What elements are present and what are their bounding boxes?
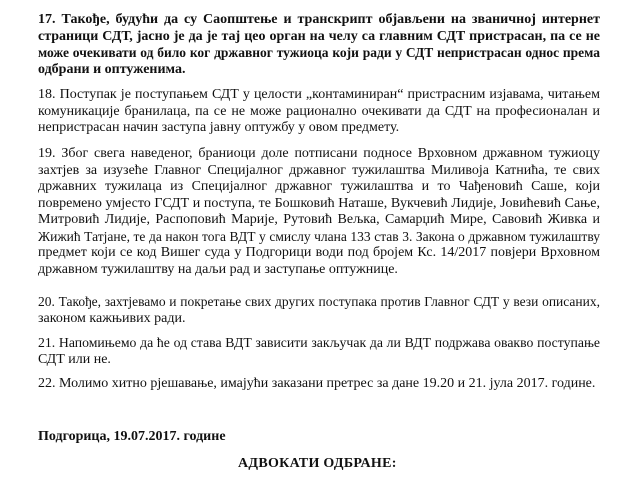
paragraph-line: 18. Поступак је поступањем СДТ у целости „контаминиран“ пристрасним изјавама, читањем — [38, 87, 600, 102]
paragraph-line: непристрасан начин заступа јавну оптужбу у овом предмету. — [38, 120, 400, 135]
paragraph-line: комуникације бранилаца, па се не може рационално очекивати да СДТ на професионалан и — [38, 103, 600, 119]
paragraph-line: одбрани и оптуженима. — [38, 61, 186, 77]
paragraph-line: 19. Због свега наведеног, браниоци доле потписани подносе Врховном државном тужиоцу — [38, 146, 600, 161]
place-and-date: Подгорица, 19.07.2017. године — [38, 429, 226, 444]
paragraph-line: државних тужилаца из Специјалног државног тужилаштва и то Чађеновић Саше, који — [38, 179, 600, 194]
paragraph-line: може очекивати од било ког државног тужиоца који ради у СДТ непристрасан однос према — [38, 45, 600, 60]
paragraph-21 — [38, 335, 600, 368]
paragraph-line: 21. Напомињемо да ће од става ВДТ зависити закључак да ли ВДТ подржава овакво поступање — [38, 335, 600, 350]
paragraph-line: 22. Молимо хитно рјешавање, имајући заказани претрес за дане 19.20 и 21. јула 2017. године. — [38, 376, 596, 391]
paragraph-line: 20. Такође, захтјевамо и покретање свих других поступака против Главног СДТ у вези описаних, — [38, 294, 600, 309]
paragraph-18 — [38, 87, 600, 137]
paragraph-19 — [38, 146, 600, 278]
paragraph-line: Жижић Татјане, те да након тога ВДТ у смислу члана 133 став 3. Закона о државном тужилаштву — [38, 228, 600, 244]
paragraph-line: државном тужилаштву на даљи рад и заступање оптужнице. — [38, 261, 398, 277]
paragraph-20 — [38, 294, 600, 327]
paragraph-line: СДТ или не. — [38, 351, 111, 367]
paragraph-line: страници СДТ, јасно је да је тај цео орган на челу са главним СДТ пристрасан, па се не — [38, 28, 600, 44]
signature-heading: АДВОКАТИ ОДБРАНЕ: — [238, 456, 397, 471]
paragraph-line: законом кажњивих ради. — [38, 310, 186, 326]
paragraph-17 — [38, 12, 600, 78]
paragraph-line: захтјев за изузеће Главног Специјалног државног тужилаштва Миливоја Катнића, те свих — [38, 162, 600, 178]
paragraph-line: 17. Такође, будући да су Саопштење и транскрипт објављени на званичној интернет — [38, 12, 600, 27]
paragraph-line: Митровић Лидије, Распоповић Марије, Рутовић Вeљка, Самарџић Мире, Савовић Живка и — [38, 212, 600, 227]
paragraph-line: предмет који се код Вишег суда у Подгорици води под бројем Кс. 14/2017 повјери Врховном — [38, 245, 600, 260]
paragraph-22 — [38, 376, 600, 393]
paragraph-line: повремено умјесто ГСДТ и поступа, те Бошковић Наташе, Вукчевић Лидије, Јовићевић Сање, — [38, 195, 600, 211]
